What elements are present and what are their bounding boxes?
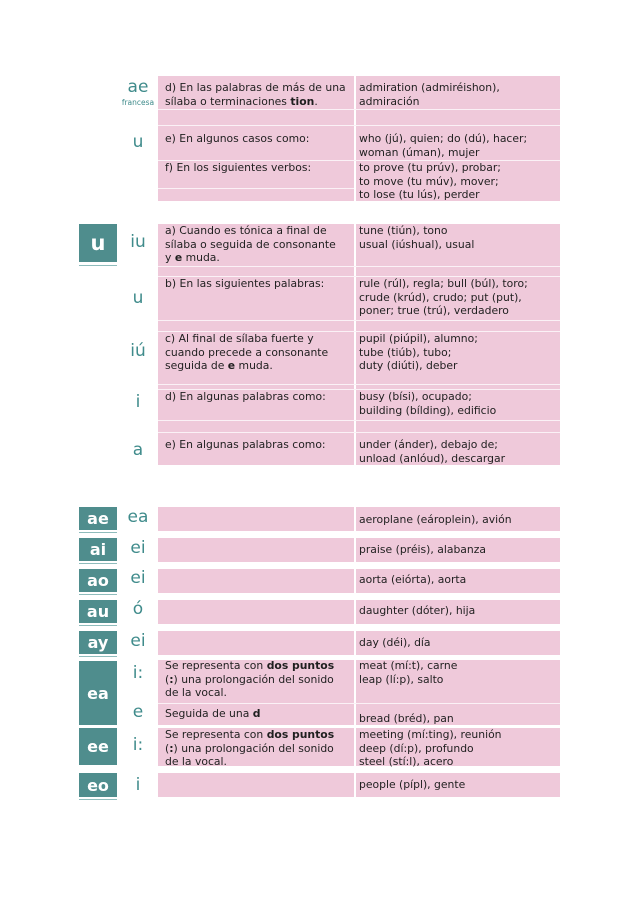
example-line: crude (krúd), crudo; put (put), [359, 290, 522, 304]
sound-label: a [132, 440, 144, 460]
rule-bold-part: e [174, 251, 183, 264]
rule-text [165, 728, 334, 769]
example-line: who (jú), quien; do (dú), hacer; [359, 132, 528, 145]
row-divider [158, 432, 560, 433]
example-text [359, 712, 454, 726]
rule-bold-part: e [227, 359, 236, 372]
example-line: rule (rúl), regla; bull (búl), toro; [359, 277, 528, 290]
rule-cell-bg [158, 631, 354, 655]
rule-line: b) En las siguientes palabras: [165, 277, 325, 290]
rule-text [165, 277, 324, 291]
example-text [359, 277, 528, 318]
vowel-pair-box: ay [79, 631, 117, 654]
rule-line [165, 728, 334, 742]
vowel-box-underline [79, 625, 117, 626]
row-divider [158, 384, 560, 385]
example-line: leap (lí:p), salto [359, 672, 444, 686]
row-divider [158, 266, 560, 267]
example-line: duty (diúti), deber [359, 359, 458, 372]
vowel-pair-box: au [79, 600, 117, 623]
vowel-pair-box: ao [79, 569, 117, 592]
example-line: poner; true (trú), verdadero [359, 304, 509, 317]
example-line: meeting (mí:ting), reunión [359, 728, 502, 741]
sound-label: e [132, 702, 144, 722]
sound-sublabel: francesa [121, 98, 155, 107]
example-line: to lose (tu lús), perder [359, 188, 480, 201]
rule-line: de la vocal. [165, 755, 227, 768]
rule-line [165, 359, 328, 373]
vowel-box: u [79, 224, 117, 262]
example-text [359, 659, 457, 686]
sound-label: iu [130, 232, 146, 252]
example-line: tune (tiún), tono [359, 224, 448, 237]
sound-label: ei [130, 538, 146, 558]
row-divider [158, 125, 560, 126]
example-text: aorta (eiórta), aorta [359, 573, 467, 586]
row-divider [158, 703, 560, 704]
example-line: to move (tu múv), mover; [359, 174, 499, 188]
rule-line [165, 95, 346, 109]
example-text: people (pípl), gente [359, 778, 466, 791]
vowel-pair-box: eo [79, 773, 117, 797]
example-text: day (déi), día [359, 636, 431, 649]
sound-label: i: [132, 735, 144, 755]
rule-text-part: ) una prolongación del sonido [173, 672, 334, 686]
rule-text [165, 224, 336, 265]
rule-line: c) Al final de sílaba fuerte y [165, 332, 314, 345]
rule-text-part: Se representa con [165, 659, 267, 672]
rule-bold-part: dos puntos [266, 659, 335, 672]
vowel-pair-box: ae [79, 507, 117, 530]
rule-line: sílaba o seguida de consonante [165, 237, 336, 251]
rule-line: e) En algunos casos como: [165, 132, 310, 145]
example-line: unload (anlóud), descargar [359, 451, 506, 465]
rule-text [165, 707, 261, 721]
sound-label: iú [130, 341, 146, 361]
row-divider [158, 188, 354, 189]
rule-text-part: muda. [235, 359, 273, 372]
example-text [359, 132, 527, 159]
vowel-box-underline [79, 656, 117, 657]
example-text: praise (préis), alabanza [359, 543, 487, 556]
rule-line: f) En los siguientes verbos: [165, 161, 312, 174]
rule-text-part: muda. [182, 251, 220, 264]
rule-text [165, 438, 326, 452]
rule-line [165, 251, 336, 265]
vowel-box-underline [79, 532, 117, 533]
rule-text-part: Seguida de una [165, 707, 253, 720]
rule-text-part: ( [165, 741, 170, 755]
sound-label: ó [132, 599, 144, 619]
rule-text-part: . [314, 94, 318, 108]
vowel-pair-box: ee [79, 728, 117, 765]
example-line: tube (tiúb), tubo; [359, 345, 452, 359]
vowel-pair-box: ea [79, 661, 117, 725]
rule-cell-bg [158, 538, 354, 562]
example-line: to prove (tu prúv), probar; [359, 161, 501, 174]
sound-label: i [135, 775, 141, 795]
sound-label: u [132, 288, 144, 308]
rule-line: e) En algunas palabras como: [165, 438, 326, 451]
row-divider [158, 420, 560, 421]
rule-text-part: ) una prolongación del sonido [173, 741, 334, 755]
rule-cell-bg [158, 569, 354, 593]
example-text [359, 161, 501, 202]
vowel-box-underline [79, 563, 117, 564]
rule-line: a) Cuando es tónica a final de [165, 224, 327, 237]
sound-label: ae [127, 77, 149, 97]
vowel-box-underline [79, 594, 117, 595]
rule-bold-part: dos puntos [266, 728, 335, 741]
rule-line [165, 659, 334, 673]
example-line: deep (dí:p), profundo [359, 741, 474, 755]
rule-bold-part: : [169, 672, 174, 686]
rule-bold-part: tion [290, 94, 315, 108]
rule-bold-part: : [169, 741, 174, 755]
sound-label: i [135, 392, 141, 412]
rule-line [165, 742, 334, 756]
example-text [359, 438, 505, 465]
rule-text [165, 659, 334, 700]
rule-line [165, 673, 334, 687]
rule-line: d) En algunas palabras como: [165, 390, 326, 403]
example-text: daughter (dóter), hija [359, 604, 476, 617]
rule-text [165, 132, 309, 146]
rule-text [165, 81, 346, 108]
rule-line: cuando precede a consonante [165, 345, 329, 359]
example-line: building (bílding), edificio [359, 403, 497, 417]
example-text [359, 390, 496, 417]
example-line: under (ánder), debajo de; [359, 438, 498, 451]
example-text [359, 81, 500, 108]
rule-line: d) En las palabras de más de una [165, 81, 346, 94]
rule-bold-part: d [252, 707, 261, 720]
example-text: aeroplane (eároplein), avión [359, 513, 512, 526]
rule-text [165, 390, 326, 404]
example-line: admiración [359, 94, 420, 108]
rule-cell-bg [158, 507, 354, 531]
vowel-box-underline [79, 799, 117, 800]
sound-label: ei [130, 568, 146, 588]
rule-text-part: ( [165, 672, 170, 686]
example-line: busy (bísi), ocupado; [359, 390, 472, 403]
rule-text-part: Se representa con [165, 728, 267, 741]
example-text [359, 332, 478, 373]
rule-cell-bg [158, 600, 354, 624]
example-text [359, 728, 502, 769]
vowel-box-underline [79, 265, 117, 266]
rule-text-part: y [165, 251, 175, 264]
row-divider [158, 320, 560, 321]
example-line: pupil (piúpil), alumno; [359, 332, 478, 345]
vowel-pair-box: ai [79, 538, 117, 561]
example-text [359, 224, 474, 251]
row-divider [158, 109, 560, 110]
example-line: bread (bréd), pan [359, 712, 454, 725]
example-line: admiration (admiréishon), [359, 81, 500, 94]
rule-line: de la vocal. [165, 686, 227, 699]
sound-label: ea [127, 507, 149, 527]
example-line: steel (stí:l), acero [359, 755, 454, 768]
rule-text [165, 161, 311, 175]
rule-cell-bg [158, 773, 354, 797]
rule-line [165, 707, 261, 721]
sound-label: i: [132, 663, 144, 683]
sound-label: u [132, 132, 144, 152]
example-line: woman (úman), mujer [359, 145, 480, 159]
rule-text-part: seguida de [165, 359, 228, 372]
rule-text [165, 332, 328, 373]
example-line: meat (mí:t), carne [359, 659, 458, 672]
sound-label: ei [130, 631, 146, 651]
example-line: usual (iúshual), usual [359, 237, 475, 251]
rule-text-part: sílaba o terminaciones [165, 94, 291, 108]
